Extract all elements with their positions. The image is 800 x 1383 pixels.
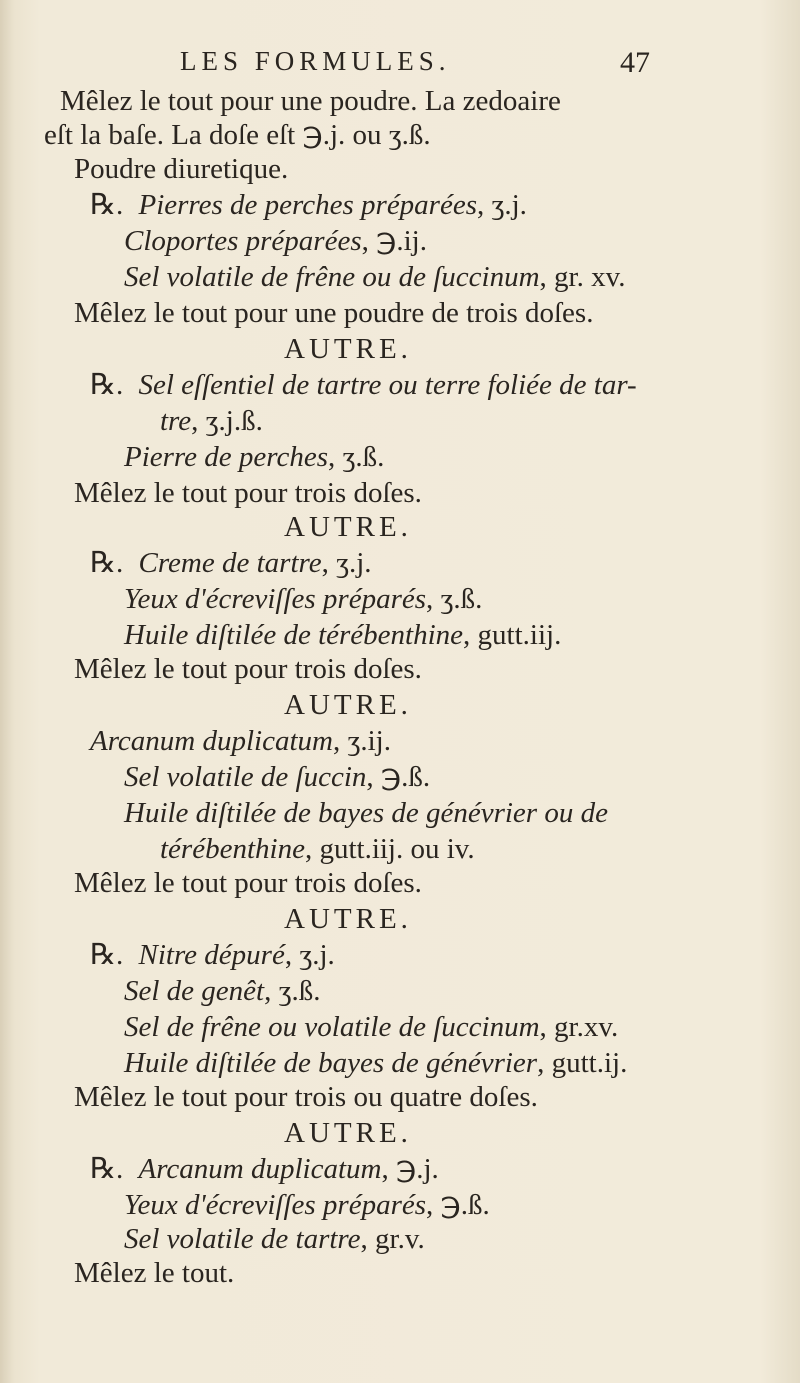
prescription-line: [160, 832, 475, 866]
prescription-line: [124, 224, 427, 258]
recipe-symbol: ℞.: [90, 1153, 124, 1185]
ingredient-dose: , ʒ.j.: [321, 547, 372, 579]
ingredient-dose: , ʒ.ß.: [264, 975, 321, 1007]
page-number: 47: [620, 46, 650, 79]
prescription-line: [124, 974, 320, 1008]
section-heading: AUTRE.: [284, 333, 412, 365]
ingredient-name: Arcanum duplicatum: [138, 1153, 382, 1185]
ingredient-name: térébenthine: [160, 833, 305, 865]
prescription-line: [90, 938, 335, 972]
ingredient-dose: , ʒ.ß.: [328, 441, 385, 473]
recipe-symbol: ℞.: [90, 369, 124, 401]
recipe-symbol: ℞.: [90, 189, 124, 221]
ingredient-name: Huile diſtilée de térébenthine: [124, 619, 464, 651]
text-line: Mêlez le tout pour trois doſes.: [74, 653, 422, 685]
ingredient-name: Yeux d'écreviſſes préparés: [124, 1189, 427, 1221]
ingredient-dose: , gr.v.: [360, 1223, 425, 1255]
ingredient-dose: , gutt.ij.: [537, 1047, 628, 1079]
ingredient-dose: , gutt.iij.: [463, 619, 562, 651]
text-line: Mêlez le tout pour une poudre de trois doſes.: [74, 297, 594, 329]
prescription-line: [124, 260, 625, 294]
ingredient-name: Sel eſſentiel de tartre ou terre foliée de tar-: [138, 369, 637, 401]
section-heading: AUTRE.: [284, 1117, 412, 1149]
text-line: eſt la baſe. La doſe eſt ℈.j. ou ʒ.ß.: [44, 119, 431, 151]
ingredient-dose: , ʒ.j.: [477, 189, 527, 221]
prescription-line: [90, 368, 637, 402]
ingredient-name: Creme de tartre: [138, 547, 322, 579]
prescription-line: [124, 618, 561, 652]
ingredient-name: Yeux d'écreviſſes préparés: [124, 583, 427, 615]
ingredient-dose: , ℈.ij.: [361, 225, 427, 257]
text-line: Mêlez le tout pour trois doſes.: [74, 867, 422, 899]
prescription-line: [124, 1010, 618, 1044]
text-line: Mêlez le tout pour trois doſes.: [74, 477, 422, 509]
ingredient-dose: , ʒ.ij.: [332, 725, 391, 757]
prescription-line: [124, 1046, 627, 1080]
prescription-line: [90, 724, 391, 758]
text-line: Mêlez le tout.: [74, 1257, 235, 1289]
prescription-line: [124, 1222, 425, 1256]
ingredient-name: Nitre dépuré: [138, 939, 285, 971]
ingredient-dose: , gutt.iij. ou iv.: [304, 833, 475, 865]
ingredient-dose: , ℈.ß.: [366, 761, 431, 793]
prescription-line: [160, 404, 263, 438]
prescription-line: [124, 760, 430, 794]
section-heading: AUTRE.: [284, 689, 412, 721]
text-line: Mêlez le tout pour trois ou quatre doſes.: [74, 1081, 538, 1113]
ingredient-name: Huile diſtilée de bayes de génévrier ou de: [124, 797, 608, 829]
running-head: LES FORMULES.: [180, 46, 451, 76]
ingredient-name: Pierre de perches: [124, 441, 328, 473]
ingredient-dose: , ʒ.ß.: [426, 583, 483, 615]
prescription-line: [90, 1152, 439, 1186]
ingredient-dose: , ℈.j.: [381, 1153, 439, 1185]
section-heading: AUTRE.: [284, 511, 412, 543]
prescription-line: [124, 796, 608, 830]
ingredient-name: Cloportes préparées: [124, 225, 362, 257]
ingredient-name: Sel volatile de tartre: [124, 1223, 361, 1255]
prescription-line: [124, 440, 384, 474]
text-line: Poudre diuretique.: [74, 153, 289, 185]
ingredient-name: Arcanum duplicatum: [90, 725, 333, 757]
ingredient-name: tre: [160, 405, 192, 437]
prescription-line: [90, 546, 372, 580]
ingredient-dose: , ℈.ß.: [426, 1189, 490, 1221]
ingredient-name: Sel volatile de frêne ou de ſuccinum: [124, 261, 540, 293]
ingredient-name: Pierres de perches préparées: [138, 189, 477, 221]
recipe-symbol: ℞.: [90, 547, 124, 579]
prescription-line: [124, 582, 482, 616]
section-heading: AUTRE.: [284, 903, 412, 935]
ingredient-dose: , ʒ.j.ß.: [191, 405, 263, 437]
prescription-line: [124, 1188, 490, 1222]
ingredient-name: Sel de genêt: [124, 975, 265, 1007]
ingredient-name: Sel de frêne ou volatile de ſuccinum: [124, 1011, 540, 1043]
prescription-line: [90, 188, 527, 222]
ingredient-dose: , ʒ.j.: [284, 939, 335, 971]
recipe-symbol: ℞.: [90, 939, 124, 971]
ingredient-name: Sel volatile de ſuccin: [124, 761, 367, 793]
ingredient-dose: , gr.xv.: [539, 1011, 619, 1043]
ingredient-dose: , gr. xv.: [539, 261, 626, 293]
ingredient-name: Huile diſtilée de bayes de génévrier: [124, 1047, 538, 1079]
text-line: Mêlez le tout pour une poudre. La zedoaire: [60, 85, 561, 117]
